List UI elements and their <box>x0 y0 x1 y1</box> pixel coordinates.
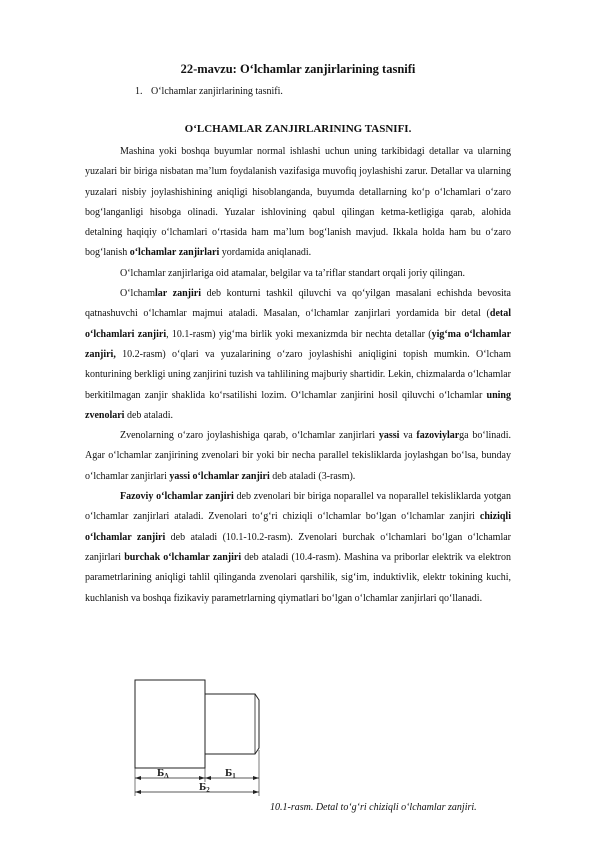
bold-term: yassi <box>378 430 400 442</box>
section-heading: OʻLCHAMLAR ZANJIRLARINING TASNIFI. <box>184 123 412 135</box>
page-title: 22-mavzu: Oʻlchamlar zanjirlarining tasnifi <box>180 62 416 76</box>
dimension-label-b2: Б2 <box>199 781 210 794</box>
text-run: 10.2-rasm) oʻqlari va yuzalarining oʻzaro joylashishi aniqligini topish mumkin. Oʻlcham konturining berkligi uning zanjirini tuzish va tahlilining majburiy shartidir. Lekin, chizmalarda oʻlchamlar berkitilmagan zanjir shaklida koʻrsatilishi lozim. Oʻlchamlar zanjirini hosil qiluvchi oʻlchamlar <box>85 348 511 401</box>
dimension-label-b-delta: БΔ <box>157 767 169 780</box>
detail-large-step <box>135 680 205 768</box>
topic-number: 1. <box>135 86 143 97</box>
bold-term: lar zanjiri <box>155 288 201 300</box>
text-run: deb ataladi (3-rasm). <box>269 470 356 482</box>
detail-drawing <box>125 678 275 798</box>
topic-text: Oʻlchamlar zanjirlarining tasnifi. <box>151 86 283 97</box>
paragraph <box>85 264 511 284</box>
paragraph <box>85 142 511 264</box>
bold-term: yigʻma oʻlchamlar zanjiri, <box>85 328 512 360</box>
text-run: deb zvenolari bir biriga noparallel va noparallel tekisliklarda yotgan oʻlchamlar zanjirlari ataladi. Zvenolari toʻgʻri chiziqli oʻlchamlar boʻlgan oʻlchamlar zanjiri <box>85 491 511 523</box>
bold-term: uning zvenolari <box>85 389 511 421</box>
text-run: Oʻlcham <box>120 288 155 300</box>
figure-caption: 10.1-rasm. Detal toʻgʻri chiziqli oʻlchamlar zanjiri. <box>270 802 477 813</box>
text-run: Zvenolarning oʻzaro joylashishiga qarab, oʻlchamlar zanjirlari <box>120 430 379 442</box>
paragraph <box>85 487 511 609</box>
arrow-head <box>205 776 211 780</box>
text-run: deb ataladi (10.1-10.2-rasm). Zvenolari burchak oʻlchamlari boʻlgan oʻlchamlar zanjirlari <box>85 531 511 563</box>
text-run: deb ataladi (10.4-rasm). Mashina va priborlar elektrik va elektron parametrlarining aniqligi tahlil qilinganda zvenolari qarshilik, sigʻim, induktivlik, elektr tokining kuchi, kuchlanish va boshqa fizikaviy parametrlarning qiymatlari boʻlgan oʻlchamlar zanjirlari qoʻllanadi. <box>85 551 512 604</box>
paragraph <box>85 284 511 426</box>
bold-term: yassi oʻlchamlar zanjiri <box>169 470 270 482</box>
text-run: , 10.1-rasm) yigʻma birlik yoki mexanizmda bir nechta detallar ( <box>166 328 432 340</box>
bold-term: oʻlchamlar zanjirlari <box>129 247 220 259</box>
detail-small-step <box>205 694 259 754</box>
bold-term: chiziqli oʻlchamlar zanjiri <box>85 511 511 543</box>
bold-term: fazoviylar <box>416 430 460 442</box>
arrow-head <box>253 776 259 780</box>
bold-term: Fazoviy oʻlchamlar zanjiri <box>120 491 234 503</box>
arrow-head <box>135 790 141 794</box>
arrow-head <box>135 776 141 780</box>
arrow-head <box>253 790 259 794</box>
bold-term: detal oʻlchamlari zanjiri <box>85 308 511 340</box>
text-run: yordamida aniqlanadi. <box>219 247 312 259</box>
topic-list-item <box>135 86 283 97</box>
text-run: va <box>399 430 417 442</box>
dimension-label-b1: Б1 <box>225 767 236 780</box>
body-text <box>85 142 511 609</box>
paragraph <box>85 426 511 487</box>
text-run: ga boʻlinadi. Agar oʻlchamlar zanjirining zvenolari bir yoki bir necha parallel tekisliklarda joylashgan boʻlsa, bunday oʻlchamlar zanjirlari <box>85 430 511 482</box>
arrow-head <box>199 776 205 780</box>
text-run: deb konturni tashkil qiluvchi va qoʻyilgan masalani echishda bevosita qatnashuvchi oʻlchamlar majmui ataladi. Masalan, oʻlchamlar zanjirlari yordamida bir detal ( <box>85 288 511 320</box>
text-run: Mashina yoki boshqa buyumlar normal ishlashi uchun uning tarkibidagi detallar va ularning yuzalari bir biriga nisbatan maʼlum foydalanish vazifasiga muvofiq joylashishi zarur. Detallar va ularning yuzalari nisbiy joylashishining aniqligi hisoblanganda, buyumda detallarning koʻp oʻlchamlari oʻzaro bogʻlanganligi hisobga olinadi. Yuzalar ishlovining qabul qilingan ketma-ketligiga qarab, alohida detalning haqiqiy oʻlchamlari oʻrtasida ham maʼlum bogʻlanish mavjud. Ikkala holda ham bu oʻzaro bogʻlanish <box>85 146 511 259</box>
bold-term: burchak oʻlchamlar zanjiri <box>124 551 242 563</box>
text-run: Oʻlchamlar zanjirlariga oid atamalar, belgilar va taʼriflar standart orqali joriy qilingan. <box>120 267 466 279</box>
text-run: deb ataladi. <box>124 409 174 421</box>
